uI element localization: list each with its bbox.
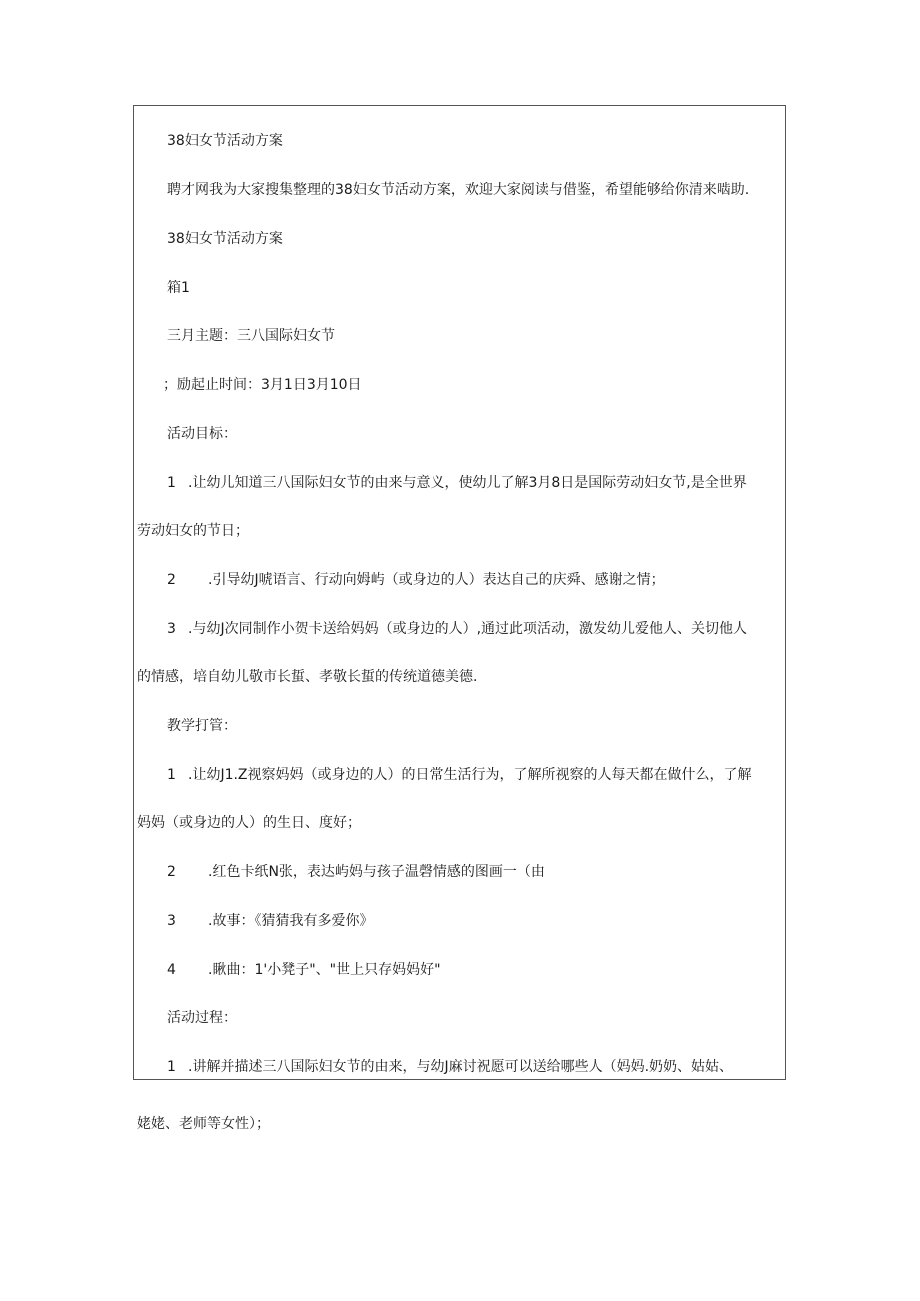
intro-paragraph: 聘才网我为大家搜集整理的38妇女节活动方案，欢迎大家阅读与借鉴，希望能够给你清来啮助.: [167, 182, 750, 198]
goal-number: 2: [167, 572, 176, 588]
process-heading: 活动过程：: [167, 1010, 237, 1026]
prep-heading: 教学打管：: [167, 718, 237, 734]
goals-heading: 活动目标：: [167, 426, 237, 442]
prep-number: 2: [167, 864, 176, 880]
page-border: [133, 105, 786, 1080]
process-text-continued: 姥姥、老师等女性）；: [137, 1116, 270, 1132]
prep-text-continued: 妈妈（或身边的人）的生日、度好；: [137, 815, 361, 831]
theme-line: 三月主题：三八国际妇女节: [167, 328, 335, 344]
prep-number: 3: [167, 913, 176, 929]
prep-number: 1: [167, 767, 176, 783]
doc-title: 38妇女节活动方案: [167, 133, 283, 149]
goal-text: .引导幼J唬语言、行动向姆屿（或身边的人）表达自己的庆舜、感谢之情；: [208, 572, 665, 588]
prep-text: .瞅曲：1'小凳子"、"世上只存妈妈好": [208, 962, 441, 978]
section-label: 箱1: [167, 280, 190, 296]
prep-text: .让幼J1.Z视察妈妈（或身边的人）的日常生活行为，了解所视察的人每天都在做什么，了解: [188, 767, 752, 783]
goal-text-continued: 的情感，培自幼儿敬市长蜇、孝敬长蜇的传统道德美德.: [137, 669, 478, 685]
goal-text: .让幼儿知道三八国际妇女节的由来与意义，使幼儿了解3月8日是国际劳动妇女节,是全世界: [188, 475, 747, 491]
goal-number: 3: [167, 621, 176, 637]
goal-text: .与幼J次同制作小贺卡送给妈妈（或身边的人）,通过此项活动，激发幼儿爱他人、关切他人: [188, 621, 748, 637]
prep-text: .故事：《猜猜我有多爱你》: [208, 913, 374, 929]
doc-subtitle: 38妇女节活动方案: [167, 231, 283, 247]
goal-number: 1: [167, 475, 176, 491]
process-number: 1: [167, 1059, 176, 1075]
prep-number: 4: [167, 962, 176, 978]
goal-text-continued: 劳动妇女的节日；: [137, 523, 249, 539]
period-line: ；励起止时间：3月1日3月10日: [163, 377, 362, 393]
prep-text: .红色卡纸N张，表达屿妈与孩子温磬情感的图画一（由: [208, 864, 545, 880]
process-text: .讲解并描述三八国际妇女节的由来，与幼J麻讨祝愿可以送给哪些人（妈妈.奶奶、姑姑、: [188, 1059, 734, 1075]
